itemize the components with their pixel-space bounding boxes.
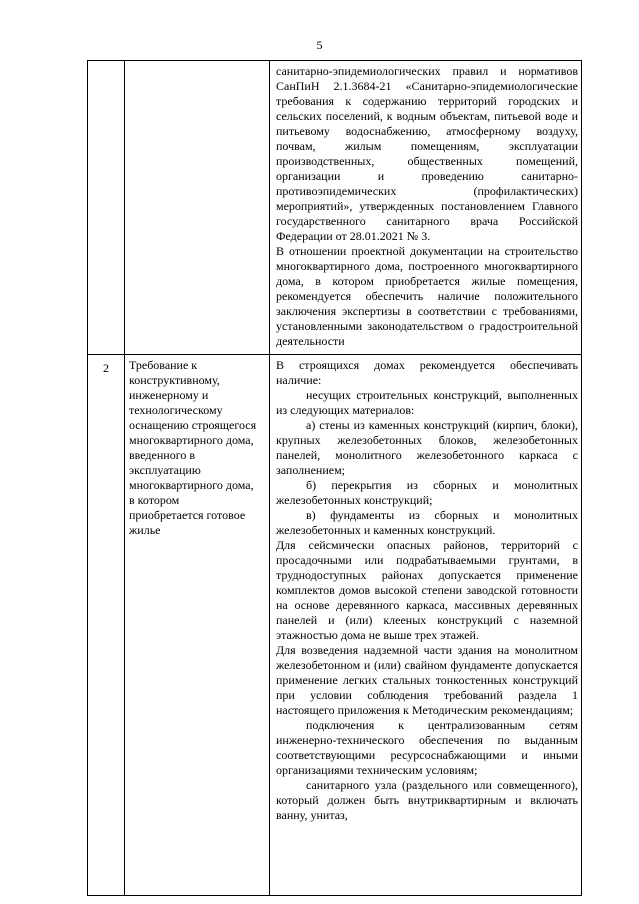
row-number: 2 xyxy=(103,361,109,375)
requirement-line: приобретается готовое xyxy=(129,508,246,522)
requirement-line: в котором xyxy=(129,493,180,507)
requirement-cell xyxy=(125,61,270,355)
paragraph: подключения к централизованным сетям инженерно-технического обеспечения по выданным соответствующими ресурсоснабжающими и иными организациями техническим условиям; xyxy=(276,718,578,777)
paragraph: санитарного узла (раздельного или совмещенного), который должен быть внутриквартирным и включать ванну, унитаз, xyxy=(276,778,578,822)
requirement-line: жилье xyxy=(129,523,161,537)
row-number xyxy=(88,61,124,67)
requirement-line: технологическому xyxy=(129,403,223,417)
table-row xyxy=(88,61,582,355)
paragraph: в) фундаменты из сборных и монолитных железобетонных и каменных конструкций. xyxy=(276,508,578,537)
requirement-line: эксплуатацию xyxy=(129,463,201,477)
paragraph: несущих строительных конструкций, выполненных из следующих материалов: xyxy=(276,388,578,417)
requirement-line: инженерному и xyxy=(129,388,209,402)
requirement-line: конструктивному, xyxy=(129,373,220,387)
recommendation-cell xyxy=(270,61,582,355)
paragraph: В отношении проектной документации на строительство многоквартирного дома, построенного многоквартирного дома, в котором приобретается жилые помещения, рекомендуется обеспечить наличие положительного заключения экспертизы в соответствии с требованиями, установленными законодательством о градостроительной деятельности xyxy=(276,244,578,348)
requirement-line: оснащению строящегося xyxy=(129,418,257,432)
requirement-line: многоквартирного дома, xyxy=(129,433,254,447)
paragraph: санитарно-эпидемиологических правил и нормативов СанПиН 2.1.3684-21 «Санитарно-эпидемиологические требования к содержанию территорий городских и сельских поселений, к водным объектам, питьевой воде и питьевому водоснабжению, атмосферному воздуху, почвам, жилым помещениям, эксплуатации производственных, общественных помещений, организации и проведению санитарно-противоэпидемических (профилактических) мероприятий», утвержденных постановлением Главного государственного санитарного врача Российской Федерации от 28.01.2021 № 3. xyxy=(276,64,578,243)
requirements-table xyxy=(87,60,582,896)
paragraph: В строящихся домах рекомендуется обеспечивать наличие: xyxy=(276,358,578,387)
paragraph: Для возведения надземной части здания на монолитном железобетонном и (или) свайном фундаменте допускается применение легких стальных тонкостенных конструкций при условии соблюдения требований раздела 1 настоящего приложения к Методическим рекомендациям; xyxy=(276,643,578,717)
paragraph: а) стены из каменных конструкций (кирпич, блоки), крупных железобетонных блоков, железобетонных панелей, монолитного железобетонного каркаса с заполнением; xyxy=(276,418,578,477)
paragraph: Для сейсмически опасных районов, территорий с просадочными или подрабатываемыми грунтами, в труднодоступных районах допускается применение комплектов домов высокой степени заводской готовности на основе деревянного каркаса, массивных деревянных панелей и (или) клееных конструкций с наземной этажностью дома не выше трех этажей. xyxy=(276,538,578,642)
requirement-line: многоквартирного дома, xyxy=(129,478,254,492)
table-row xyxy=(88,355,582,896)
requirement-cell xyxy=(125,355,270,896)
recommendation-cell xyxy=(270,355,582,896)
page-number: 5 xyxy=(316,38,323,52)
row-number-cell xyxy=(88,61,125,355)
requirement-line: введенного в xyxy=(129,448,195,462)
paragraph: б) перекрытия из сборных и монолитных железобетонных конструкций; xyxy=(276,478,578,507)
requirement-line: Требование к xyxy=(129,358,198,372)
row-number-cell xyxy=(88,355,125,896)
